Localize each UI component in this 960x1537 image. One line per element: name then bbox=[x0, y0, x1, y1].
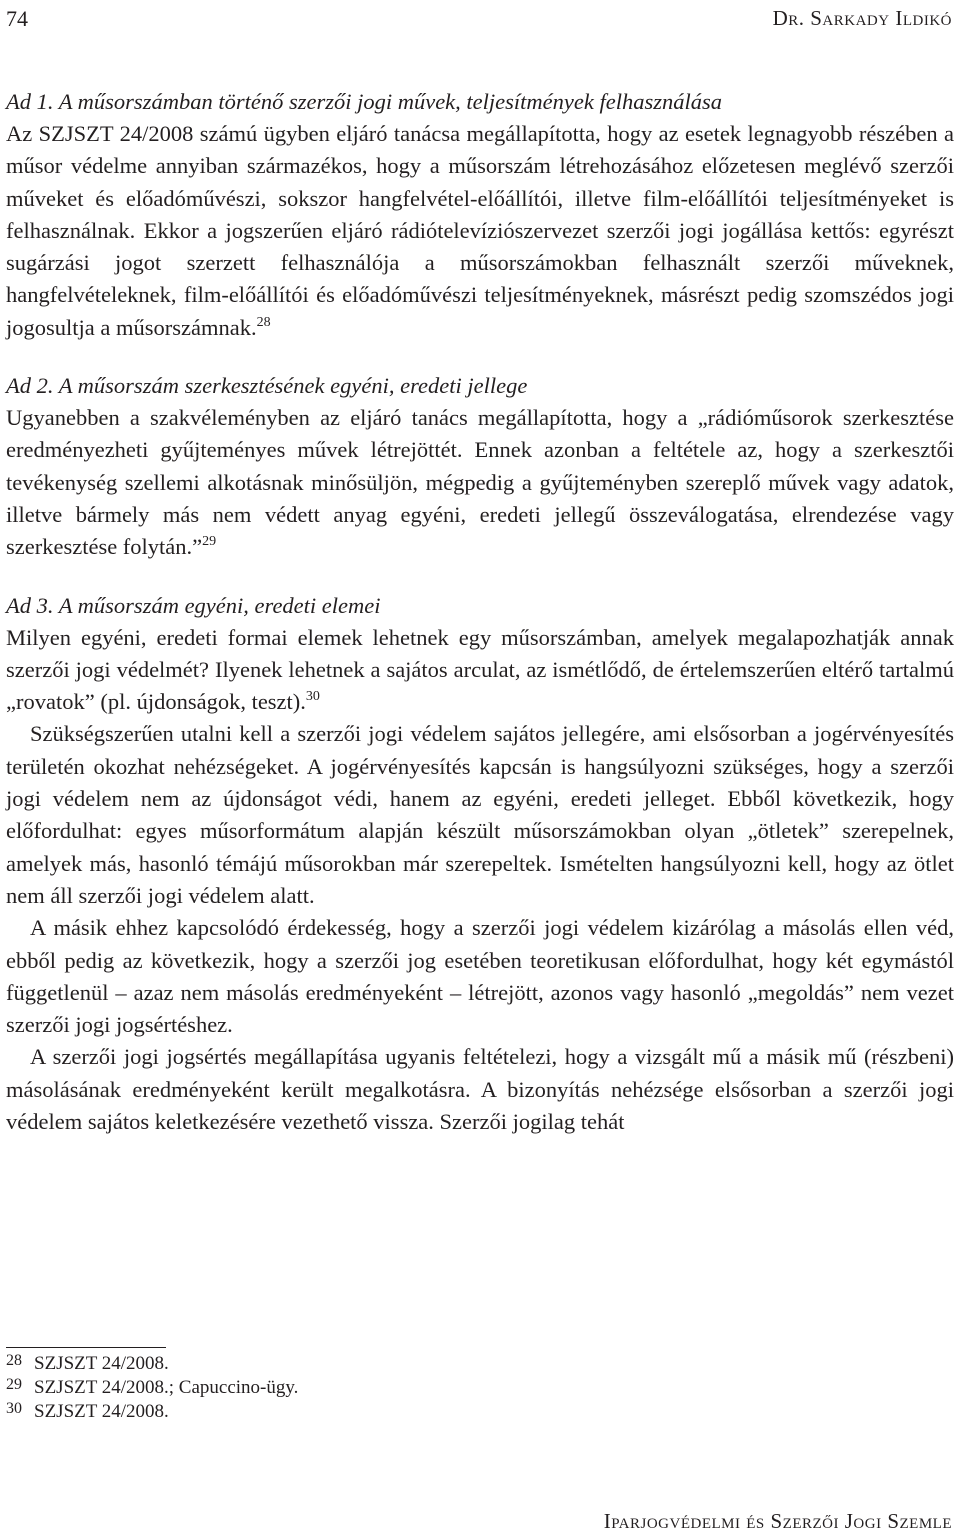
paragraph bbox=[6, 402, 954, 563]
paragraph: A szerzői jogi jogsértés megállapítása ugyanis feltételezi, hogy a vizsgált mű a másik mű (részbeni) másolásának eredményeként került megalkotásra. A bizonyítás nehézsége elsősorban a szerzői jogi védelem sajátos keletkezésére vezethető vissza. Szerzői jogilag tehát bbox=[6, 1044, 954, 1135]
footnote-ref[interactable]: 28 bbox=[256, 314, 271, 330]
paragraph bbox=[6, 118, 954, 344]
footnote-divider bbox=[6, 1347, 166, 1348]
paragraph-text: Az SZJSZT 24/2008 számú ügyben eljáró tanácsa megállapította, hogy az esetek legnagyobb részében a műsor védelme annyiban származékos, hogy a műsorszám létrehozásához előzetesen meglévő szerzői műveket és előadóművészi, sokszor hangfelvétel-előállítói, illetve film-előállítói teljesítményeket is felhasználnak. Ekkor a jogszerűen eljáró rádiótelevíziószervezet szerzői jogi jogállása kettős: egyrészt sugárzási jogot szerzett felhasználója a műsorszámokban felhasznált szerzői műveknek, hangfelvételeknek, film-előállítói és előadóművészi teljesítményeknek, másrészt pedig szomszédos jogi jogosultja a műsorszámnak. bbox=[6, 121, 954, 340]
footnote bbox=[6, 1352, 298, 1376]
footnote-text: SZJSZT 24/2008. bbox=[34, 1401, 169, 1422]
paragraph-text: Ugyanebben a szakvéleményben az eljáró tanács megállapította, hogy a „rádióműsorok szerkesztése eredményezheti gyűjteményes művek létrejöttét. Ennek azonban a feltétele az, hogy a szerkesztői tevékenység szellemi alkotásnak minősüljön, mégpedig a gyűjteményben szereplő művek vagy adatok, illetve bármely más nem védett anyag egyéni, eredeti jellegű összeválogatása, elrendezése vagy szerkesztése folytán.” bbox=[6, 405, 954, 560]
footnote bbox=[6, 1400, 298, 1424]
footnotes bbox=[6, 1352, 298, 1424]
footnote-text: SZJSZT 24/2008.; Capuccino-ügy. bbox=[34, 1377, 299, 1398]
footnote-text: SZJSZT 24/2008. bbox=[34, 1353, 169, 1374]
section-title-2: Ad 2. A műsorszám szerkesztésének egyéni, eredeti jellege bbox=[6, 373, 528, 399]
footnote-number: 29 bbox=[6, 1376, 22, 1393]
paragraph bbox=[6, 622, 954, 719]
page-number: 74 bbox=[6, 6, 28, 31]
running-head: Dr. Sarkady Ildikó bbox=[772, 6, 952, 30]
paragraph-text: Milyen egyéni, eredeti formai elemek lehetnek egy műsorszámban, amelyek megalapozhatják annak szerzői jogi védelmét? Ilyenek lehetnek a sajátos arculat, az ismétlődő, de értelemszerűen eltérő tartalmú „rovatok” (pl. újdonságok, teszt). bbox=[6, 624, 954, 715]
article-body bbox=[6, 86, 954, 1138]
section-title-1: Ad 1. A műsorszámban történő szerzői jogi művek, teljesítmények felhasználása bbox=[6, 89, 722, 114]
section-title-3: Ad 3. A műsorszám egyéni, eredeti elemei bbox=[6, 592, 381, 618]
footnote bbox=[6, 1376, 298, 1400]
paragraph: A másik ehhez kapcsolódó érdekesség, hogy a szerzői jogi védelem kizárólag a másolás ellen véd, ebből pedig az következik, hogy a szerzői jog esetében teoretikusan előfordulhat, hogy két egymástól függetlenül – azaz nem másolás eredményeként – létrejött, azonos vagy hasonló „megoldás” nem vezet szerzői jogi jogsértéshez. bbox=[6, 915, 954, 1038]
footnote-ref[interactable]: 29 bbox=[202, 534, 217, 550]
footnote-ref[interactable]: 30 bbox=[305, 689, 320, 705]
footnote-number: 28 bbox=[6, 1352, 22, 1369]
paragraph: Szükségszerűen utalni kell a szerzői jogi védelem sajátos jellegére, ami elsősorban a jogérvényesítés területén okozhat nehézségeket. A jogérvényesítés kapcsán is hangsúlyozni szükséges, hogy a szerzői jogi védelem nem az újdonságot védi, hanem az egyéni, eredeti jelleget. Ebből következik, hogy előfordulhat: egyes műsorformátum alapján készült műsorszámokban olyan „ötletek” szerepelnek, amelyek más, hasonló témájú műsorokban már szerepeltek. Ismételten hangsúlyozni kell, hogy az ötlet nem áll szerzői jogi védelem alatt. bbox=[6, 721, 954, 908]
footnote-number: 30 bbox=[6, 1400, 22, 1417]
journal-footer: Iparjogvédelmi és Szerzői Jogi Szemle bbox=[603, 1509, 952, 1533]
